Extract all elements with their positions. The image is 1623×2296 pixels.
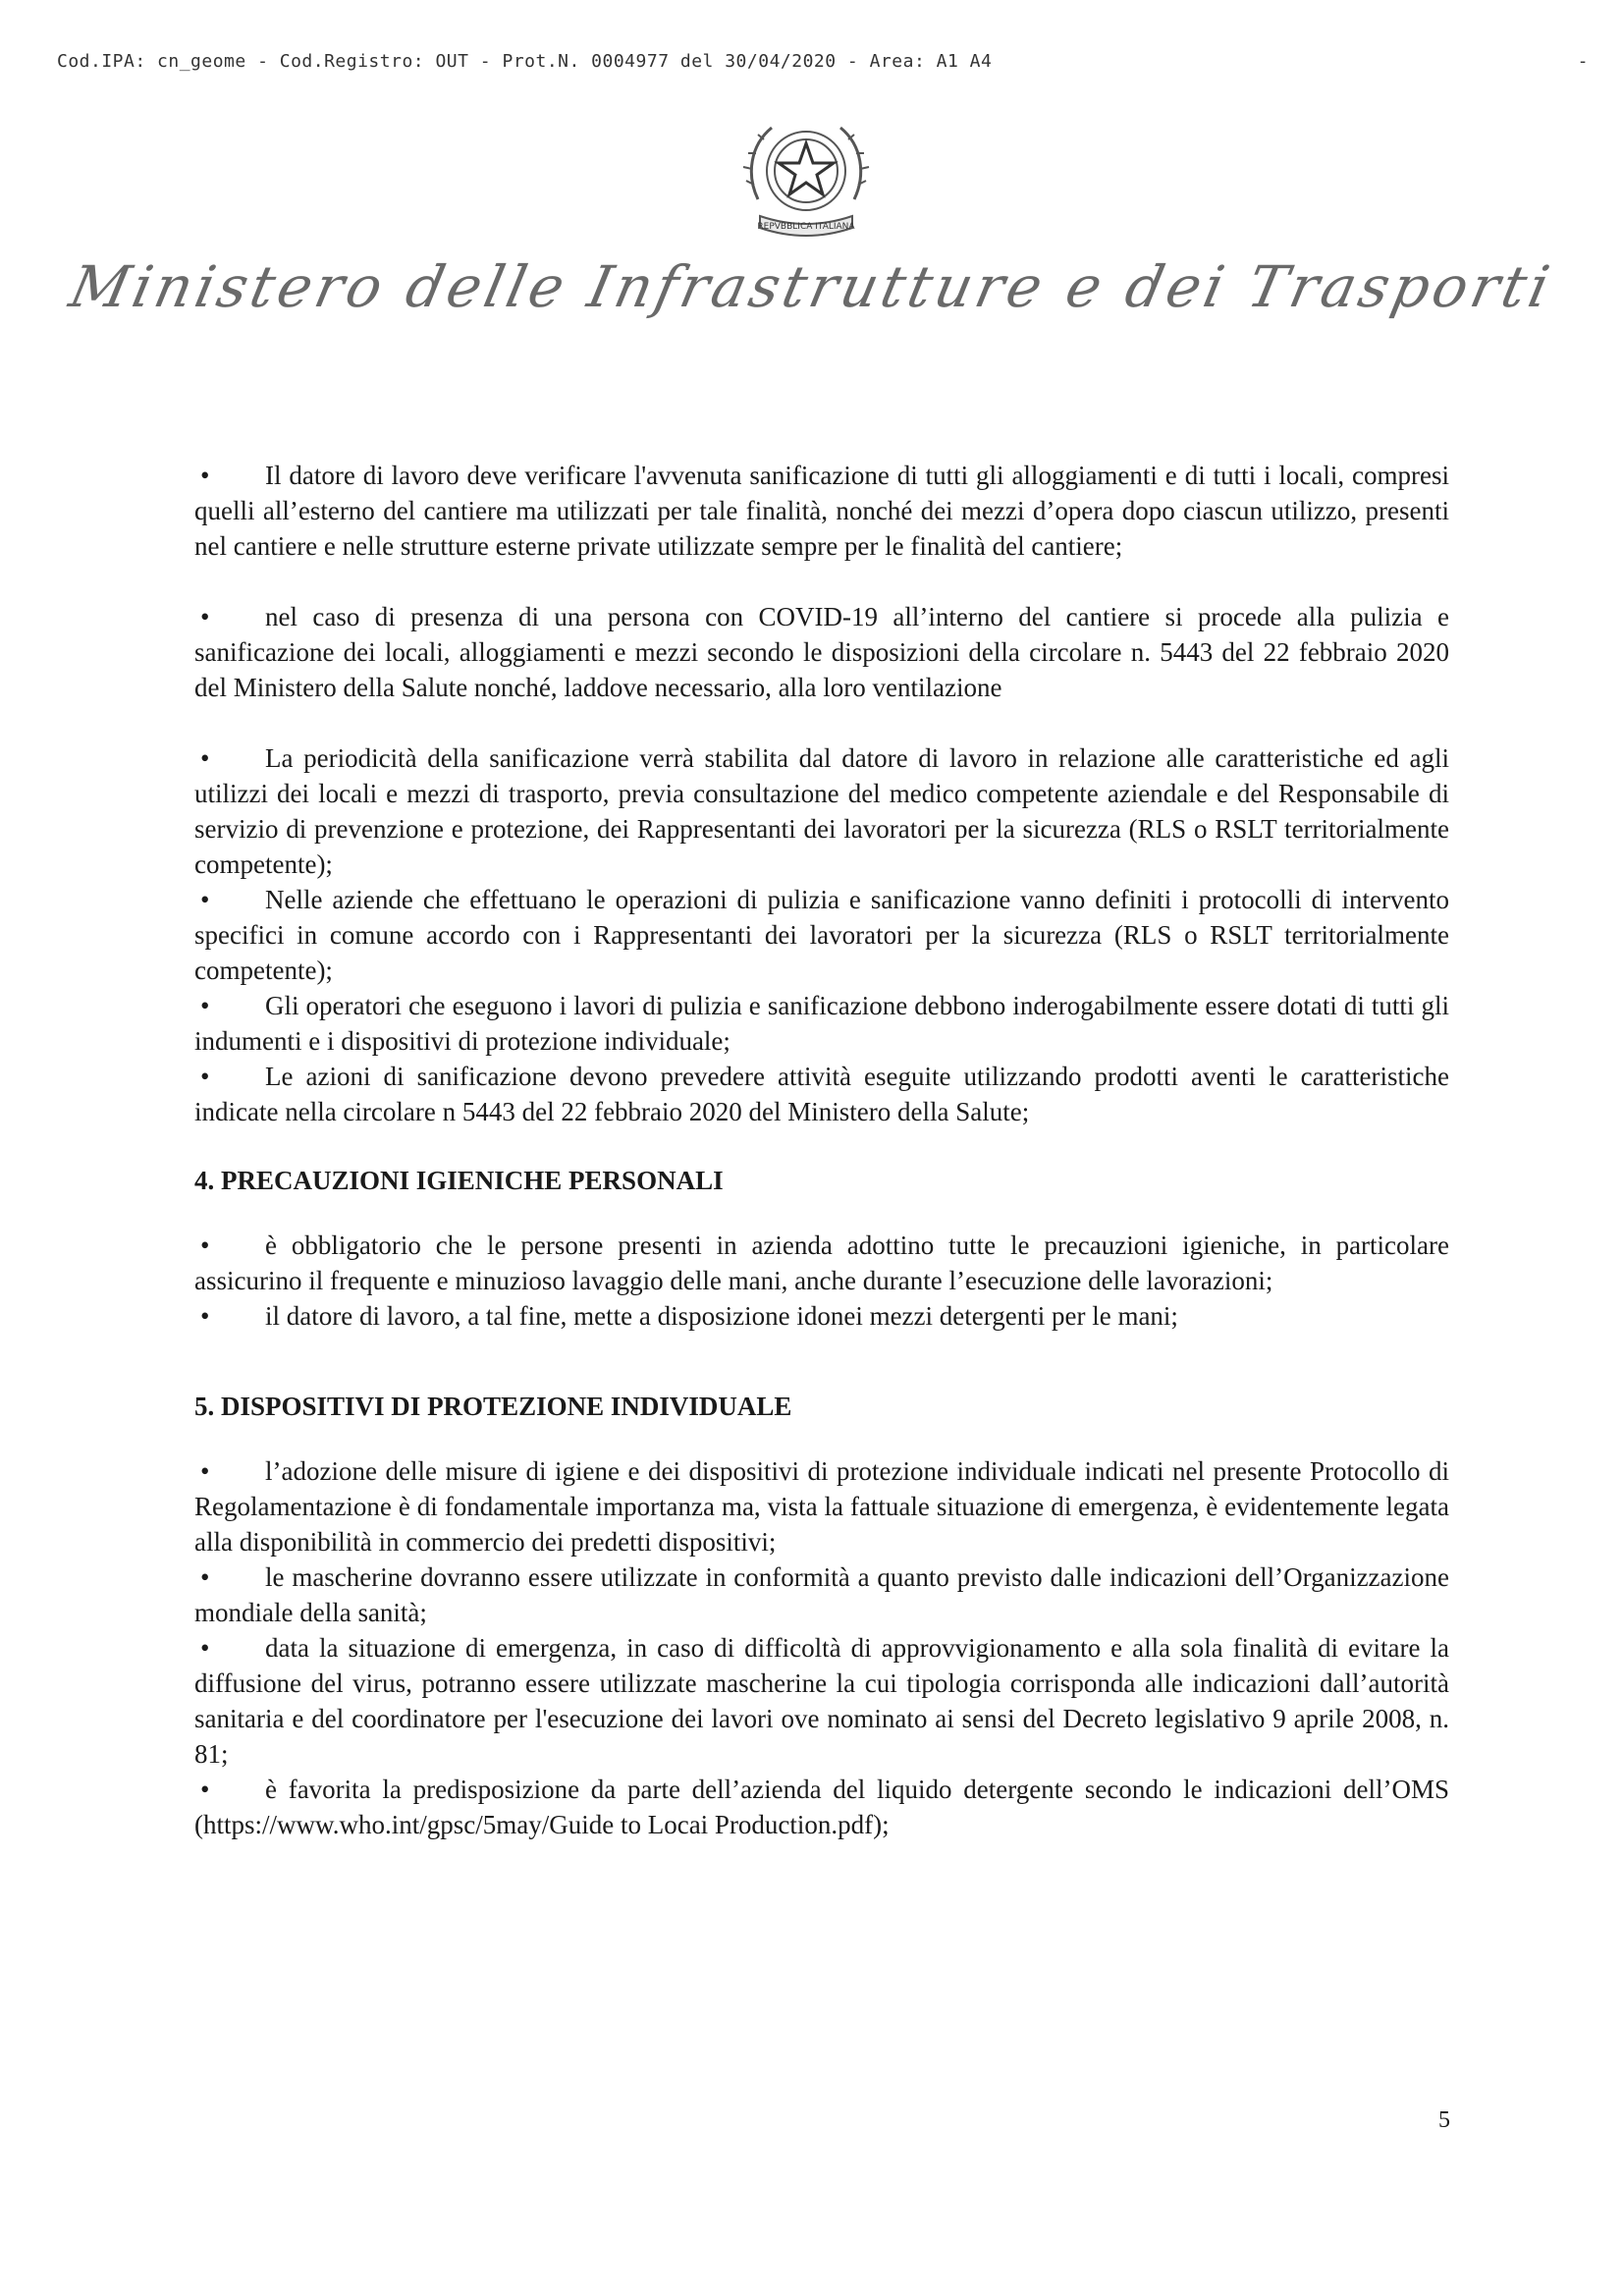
bullet-icon: • <box>200 743 210 773</box>
document-body <box>194 458 1449 1842</box>
bullet-icon: • <box>200 1301 210 1331</box>
bullet-icon: • <box>200 1456 210 1486</box>
paragraph-text: Il datore di lavoro deve verificare l'avvenuta sanificazione di tutti gli alloggiamenti e di tutti i locali, compresi quelli all’esterno del cantiere ma utilizzati per tale finalità, nonché dei mezzi d’opera dopo ciascun utilizzo, presenti nel cantiere e nelle strutture esterne private utilizzate sempre per le finalità del cantiere; <box>194 461 1449 561</box>
list-item <box>194 1453 1449 1559</box>
paragraph-text: è favorita la predisposizione da parte dell’azienda del liquido detergente secondo le indicazioni dell’OMS (https://www.who.int/gpsc/5may/Guide to Locai Production.pdf); <box>194 1775 1449 1839</box>
page-number: 5 <box>1438 2107 1450 2133</box>
bullet-icon: • <box>200 1562 210 1592</box>
paragraph-periodicita <box>194 740 1449 882</box>
list-item <box>194 1228 1449 1298</box>
ministry-name: Ministero delle Infrastrutture e dei Trasporti <box>64 253 1559 320</box>
list-item <box>194 1559 1449 1630</box>
bullet-icon: • <box>200 991 210 1020</box>
list-item <box>194 1772 1449 1842</box>
paragraph-azioni <box>194 1059 1449 1129</box>
paragraph-text: data la situazione di emergenza, in caso di difficoltà di approvvigionamento e alla sola finalità di evitare la diffusione del virus, potranno essere utilizzate mascherine la cui tipologia corrisponda alle indicazioni dall’autorità sanitaria e del coordinatore per l'esecuzione dei lavori ove nominato ai sensi del Decreto legislativo 9 aprile 2008, n. 81; <box>194 1633 1449 1769</box>
paragraph-text: è obbligatorio che le persone presenti in azienda adottino tutte le precauzioni igieniche, in particolare assicurino il frequente e minuzioso lavaggio delle mani, anche durante l’esecuzione delle lavorazioni; <box>194 1230 1449 1295</box>
paragraph-text: nel caso di presenza di una persona con COVID-19 all’interno del cantiere si procede alla pulizia e sanificazione dei locali, alloggiamenti e mezzi secondo le disposizioni della circolare n. 5443 del 22 febbraio 2020 del Ministero della Salute nonché, laddove necessario, alla loro ventilazione <box>194 602 1449 702</box>
header-trailing-mark: - <box>1577 51 1589 72</box>
bullet-icon: • <box>200 1775 210 1804</box>
paragraph-text: Le azioni di sanificazione devono prevedere attività eseguite utilizzando prodotti aventi le caratteristiche indicate nella circolare n 5443 del 22 febbraio 2020 del Ministero della Salute; <box>194 1062 1449 1126</box>
bullet-icon: • <box>200 885 210 914</box>
bullet-icon: • <box>200 1230 210 1260</box>
protocol-line: Cod.IPA: cn_geome - Cod.Registro: OUT - Prot.N. 0004977 del 30/04/2020 - Area: A1 A4 <box>57 51 993 72</box>
section-heading-precauzioni: 4. PRECAUZIONI IGIENICHE PERSONALI <box>194 1166 724 1195</box>
paragraph-text: La periodicità della sanificazione verrà stabilita dal datore di lavoro in relazione alle caratteristiche ed agli utilizzi dei locali e mezzi di trasporto, previa consultazione del medico competente aziendale e del Responsabile di servizio di prevenzione e protezione, dei Rappresentanti dei lavoratori per la sicurezza (RLS o RSLT territorialmente competente); <box>194 743 1449 879</box>
paragraph-sanificazione-alloggiamenti <box>194 458 1449 564</box>
bullet-icon: • <box>200 461 210 490</box>
bullet-icon: • <box>200 602 210 631</box>
paragraph-text: l’adozione delle misure di igiene e dei dispositivi di protezione individuale indicati nel presente Protocollo di Regolamentazione è di fondamentale importanza ma, vista la fattuale situazione di emergenza, è evidentemente legata alla disponibilità in commercio dei predetti dispositivi; <box>194 1456 1449 1557</box>
emblem-ribbon-text: REPVBBLICA ITALIANA <box>757 222 855 232</box>
protocol-header <box>57 51 1589 72</box>
list-item <box>194 1630 1449 1772</box>
paragraph-text: Gli operatori che eseguono i lavori di pulizia e sanificazione debbono inderogabilmente essere dotati di tutti gli indumenti e i dispositivi di protezione individuale; <box>194 991 1449 1056</box>
paragraph-protocolli <box>194 882 1449 988</box>
paragraph-covid-case <box>194 599 1449 705</box>
paragraph-operatori <box>194 988 1449 1059</box>
section-heading-dispositivi: 5. DISPOSITIVI DI PROTEZIONE INDIVIDUALE <box>194 1392 792 1421</box>
italian-republic-emblem-icon <box>736 106 876 246</box>
bullet-icon: • <box>200 1062 210 1091</box>
paragraph-text: Nelle aziende che effettuano le operazioni di pulizia e sanificazione vanno definiti i protocolli di intervento specifici in comune accordo con i Rappresentanti dei lavoratori per la sicurezza (RLS o RSLT territorialmente competente); <box>194 885 1449 985</box>
paragraph-text: il datore di lavoro, a tal fine, mette a disposizione idonei mezzi detergenti per le mani; <box>265 1301 1178 1331</box>
bullet-icon: • <box>200 1633 210 1663</box>
paragraph-text: le mascherine dovranno essere utilizzate in conformità a quanto previsto dalle indicazioni dell’Organizzazione mondiale della sanità; <box>194 1562 1449 1627</box>
list-item <box>194 1298 1449 1334</box>
